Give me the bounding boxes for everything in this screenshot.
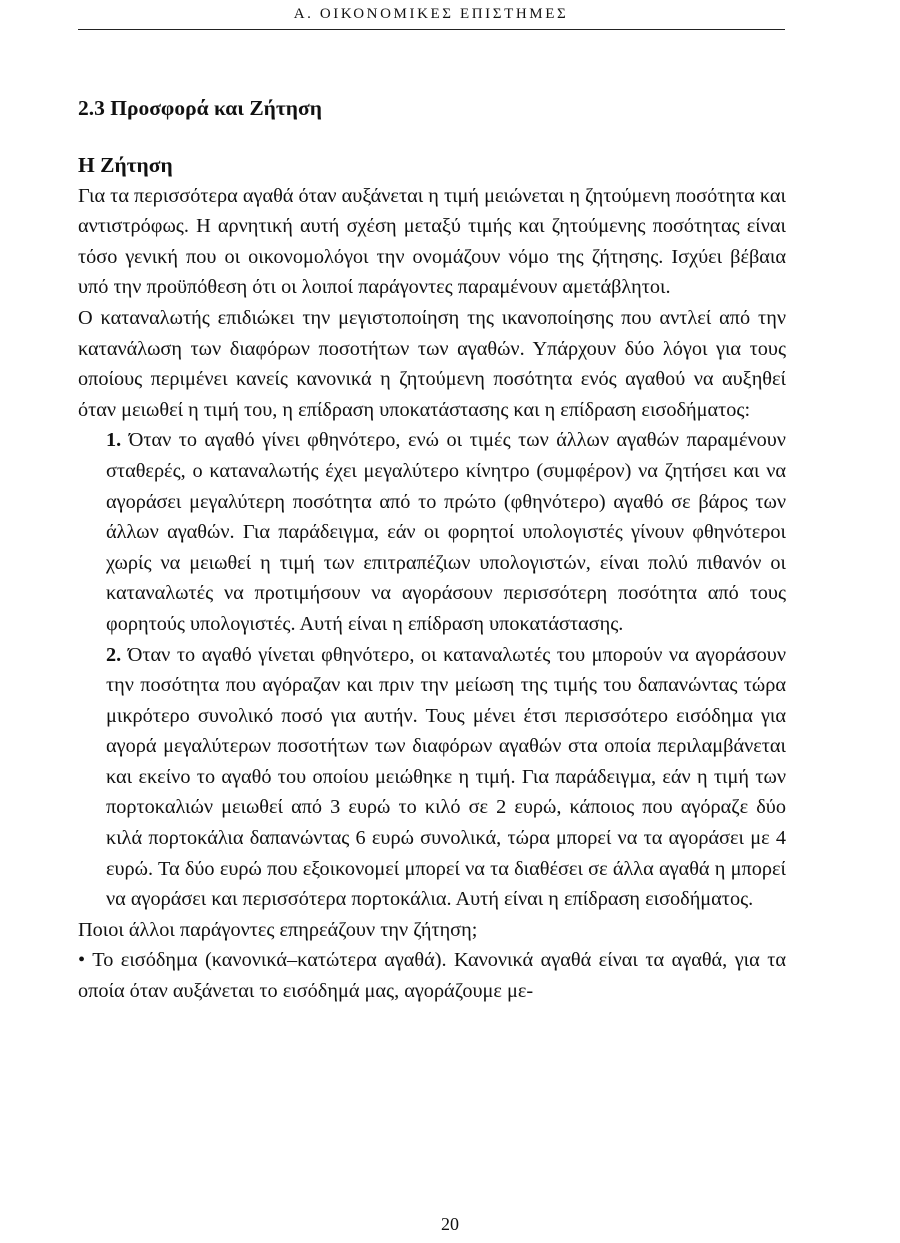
header-rule: [78, 29, 785, 30]
list-item-substitution: [106, 425, 786, 639]
page-number: 20: [441, 1214, 459, 1234]
running-header: Α. ΟΙΚΟΝΟΜΙΚΕΣ ΕΠΙΣΤΗΜΕΣ: [293, 6, 569, 22]
list-text: Όταν το αγαθό γίνεται φθηνότερο, οι καταναλωτές του μπορούν να αγοράσουν την ποσότητα που αγόραζαν και πριν την μείωση της τιμής του δαπανώντας τώρα μικρότερο συνολικό ποσό για αυτήν. Τους μένει έτσι περισσότερο εισόδημα για αγορά μεγαλύτερων ποσοτήτων των διαφόρων αγαθών στα οποία περιλαμβάνεται και εκείνο το αγαθό του οποίου μειώθηκε η τιμή. Για παράδειγμα, εάν η τιμή των πορτοκαλιών μειωθεί από 3 ευρώ το κιλό σε 2 ευρώ, κάποιος που αγόραζε δύο κιλά πορτοκάλια δαπανώντας 6 ευρώ συνολικά, τώρα μπορεί να τα αγοράσει με 4 ευρώ. Τα δύο ευρώ που εξοικονομεί μπορεί να τα διαθέσει σε άλλα αγαθά η μπορεί να αγοράσει και περισσότερα πορτοκάλια. Αυτή είναι η επίδραση εισοδήματος.: [106, 643, 786, 911]
body-text: [78, 150, 786, 1007]
bullet-income: • Το εισόδημα (κανονικά–κατώτερα αγαθά). Κανονικά αγαθά είναι τα αγαθά, για τα οποία όταν αυξάνεται το εισόδημά μας, αγοράζουμε με-: [78, 949, 786, 1003]
list-item-income: [106, 640, 786, 915]
question-line: Ποιοι άλλοι παράγοντες επηρεάζουν την ζήτηση;: [78, 918, 478, 941]
paragraph-consumer: Ο καταναλωτής επιδιώκει την μεγιστοποίηση της ικανοποίησης που αντλεί από την κατανάλωση των διαφόρων ποσοτήτων των αγαθών. Υπάρχουν δύο λόγοι για τους οποίους περιμένει κανείς κανονικά η ζητούμενη ποσότητα ενός αγαθού να αυξηθεί όταν μειωθεί η τιμή του, η επίδραση υποκατάστασης και η επίδραση εισοδήματος:: [78, 306, 786, 421]
paragraph-demand-law: Για τα περισσότερα αγαθά όταν αυξάνεται η τιμή μειώνεται η ζητούμενη ποσότητα και αντιστρόφως. Η αρνητική αυτή σχέση μεταξύ τιμής και ζητούμενης ποσότητας είναι τόσο γενική που οι οικονομολόγοι την ονομάζουν νόμο της ζήτησης. Ισχύει βέβαια υπό την προϋπόθεση ότι οι λοιποί παράγοντες παραμένουν αμετάβλητοι.: [78, 184, 786, 299]
subheading: Η Ζήτηση: [78, 153, 173, 177]
section-title: 2.3 Προσφορά και Ζήτηση: [78, 96, 322, 120]
list-text: Όταν το αγαθό γίνει φθηνότερο, ενώ οι τιμές των άλλων αγαθών παραμένουν σταθερές, ο καταναλωτής έχει μεγαλύτερο κίνητρο (συμφέρον) να ζητήσει και να αγοράσει μεγαλύτερη ποσότητα από το πρώτο (φθηνότερο) αγαθό σε βάρος των άλλων αγαθών. Για παράδειγμα, εάν οι φορητοί υπολογιστές γίνουν φθηνότεροι χωρίς να μειωθεί η τιμή των επιτραπέζιων υπολογιστών, είναι πολύ πιθανόν οι καταναλωτές να προτιμήσουν να αγοράσουν περισσότερη ποσότητα από τους φορητούς υπολογιστές. Αυτή είναι η επίδραση υποκατάστασης.: [106, 429, 786, 635]
list-number: 2.: [106, 643, 122, 666]
list-number: 1.: [106, 429, 122, 452]
